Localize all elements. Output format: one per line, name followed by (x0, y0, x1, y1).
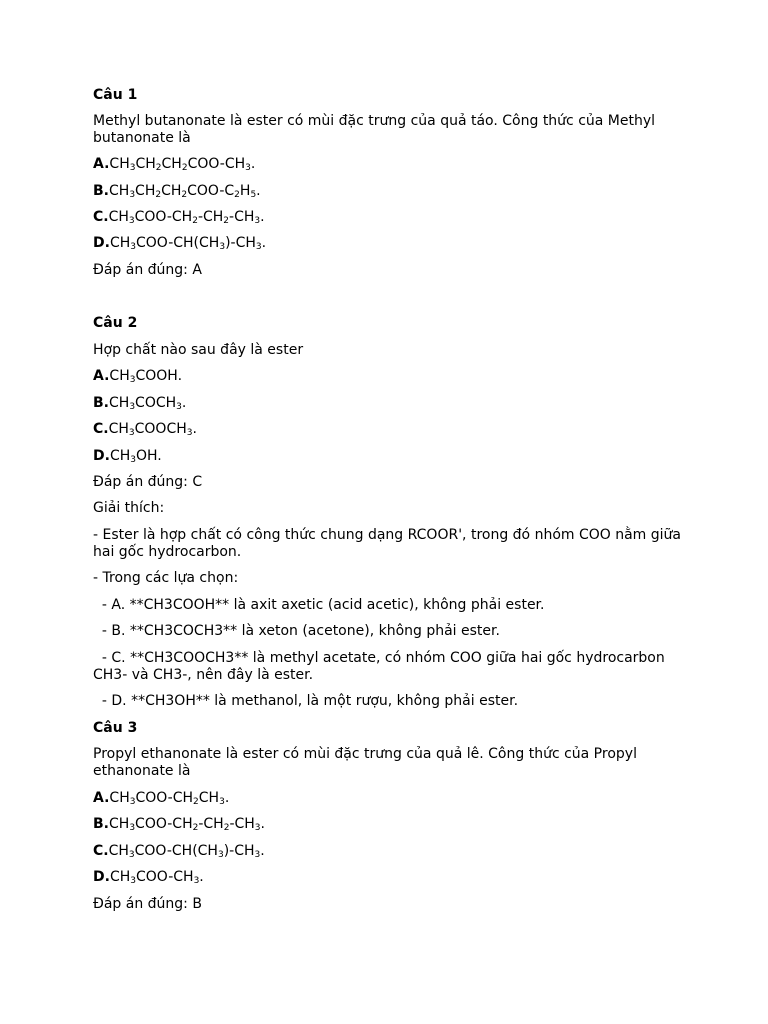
question-3-stem: Propyl ethanonate là ester có mùi đặc trưng của quả lê. Công thức của Propyl ethanonate là (93, 746, 637, 779)
option-formula: $CH_3COO-CH(CH_3)-CH_3$. (108, 843, 265, 860)
explanation-line-5: - C. **CH3COOCH3** là methyl acetate, có nhóm COO giữa hai gốc hydrocarbon CH3- và CH3-, nên đây là ester. (93, 650, 670, 683)
option-letter: A. (93, 790, 110, 806)
explanation-line-4: - B. **CH3COCH3** là xeton (acetone), không phải ester. (93, 623, 500, 639)
option-letter: C. (93, 209, 109, 225)
question-3-option-c (93, 843, 683, 860)
question-2-title: Câu 2 (93, 315, 138, 331)
option-formula: $CH_3COO-CH(CH_3)-CH_3$. (109, 235, 267, 252)
explanation-line-1: - Ester là hợp chất có công thức chung dạng RCOOR', trong đó nhóm COO nằm giữa hai gốc hydrocarbon. (93, 527, 681, 560)
option-formula: $CH_3COCH_3$. (109, 395, 187, 412)
question-2-stem: Hợp chất nào sau đây là ester (93, 342, 304, 358)
option-formula: $CH_3COO-CH_2-CH_2-CH_3$. (109, 816, 265, 833)
option-letter: D. (93, 869, 110, 885)
question-3-option-a (93, 790, 683, 807)
question-2-option-c (93, 421, 683, 438)
option-letter: C. (93, 421, 109, 437)
question-1-title: Câu 1 (93, 87, 138, 103)
option-letter: A. (93, 368, 110, 384)
option-letter: B. (93, 816, 109, 832)
question-1-answer: Đáp án đúng: A (93, 262, 202, 278)
option-formula: $CH_3COO-CH_2CH_3$. (109, 790, 230, 807)
option-formula: $CH_3COOH$. (109, 368, 183, 385)
option-formula: $CH_3CH_2CH_2COO-C_2H_5$. (109, 183, 261, 200)
question-1-option-c (93, 209, 683, 226)
option-formula: $CH_3CH_2CH_2COO-CH_3$. (109, 156, 256, 173)
question-1-option-d (93, 235, 683, 252)
question-2-option-a (93, 368, 683, 385)
option-letter: D. (93, 448, 110, 464)
explanation-line-6: - D. **CH3OH** là methanol, là một rượu, không phải ester. (93, 693, 519, 709)
question-2-answer: Đáp án đúng: C (93, 474, 203, 490)
explanation-title: Giải thích: (93, 500, 165, 516)
question-1-option-a (93, 156, 683, 173)
question-3-title: Câu 3 (93, 720, 138, 736)
option-letter: B. (93, 183, 109, 199)
question-3-option-d (93, 869, 683, 886)
question-2-option-b (93, 395, 683, 412)
explanation-line-3: - A. **CH3COOH** là axit axetic (acid acetic), không phải ester. (93, 597, 545, 613)
question-3-option-b (93, 816, 683, 833)
question-1-option-b (93, 183, 683, 200)
option-letter: D. (93, 235, 110, 251)
option-letter: B. (93, 395, 109, 411)
question-1-stem: Methyl butanonate là ester có mùi đặc trưng của quả táo. Công thức của Methyl butanonate là (93, 113, 656, 146)
question-3-answer: Đáp án đúng: B (93, 896, 202, 912)
option-formula: $CH_3OH$. (109, 448, 162, 465)
question-2-option-d (93, 448, 683, 465)
option-formula: $CH_3COOCH_3$. (108, 421, 197, 438)
option-letter: A. (93, 156, 110, 172)
explanation-line-2: - Trong các lựa chọn: (93, 570, 239, 586)
option-letter: C. (93, 843, 109, 859)
option-formula: $CH_3COO-CH_2-CH_2-CH_3$. (108, 209, 265, 226)
option-formula: $CH_3COO-CH_3$. (109, 869, 204, 886)
